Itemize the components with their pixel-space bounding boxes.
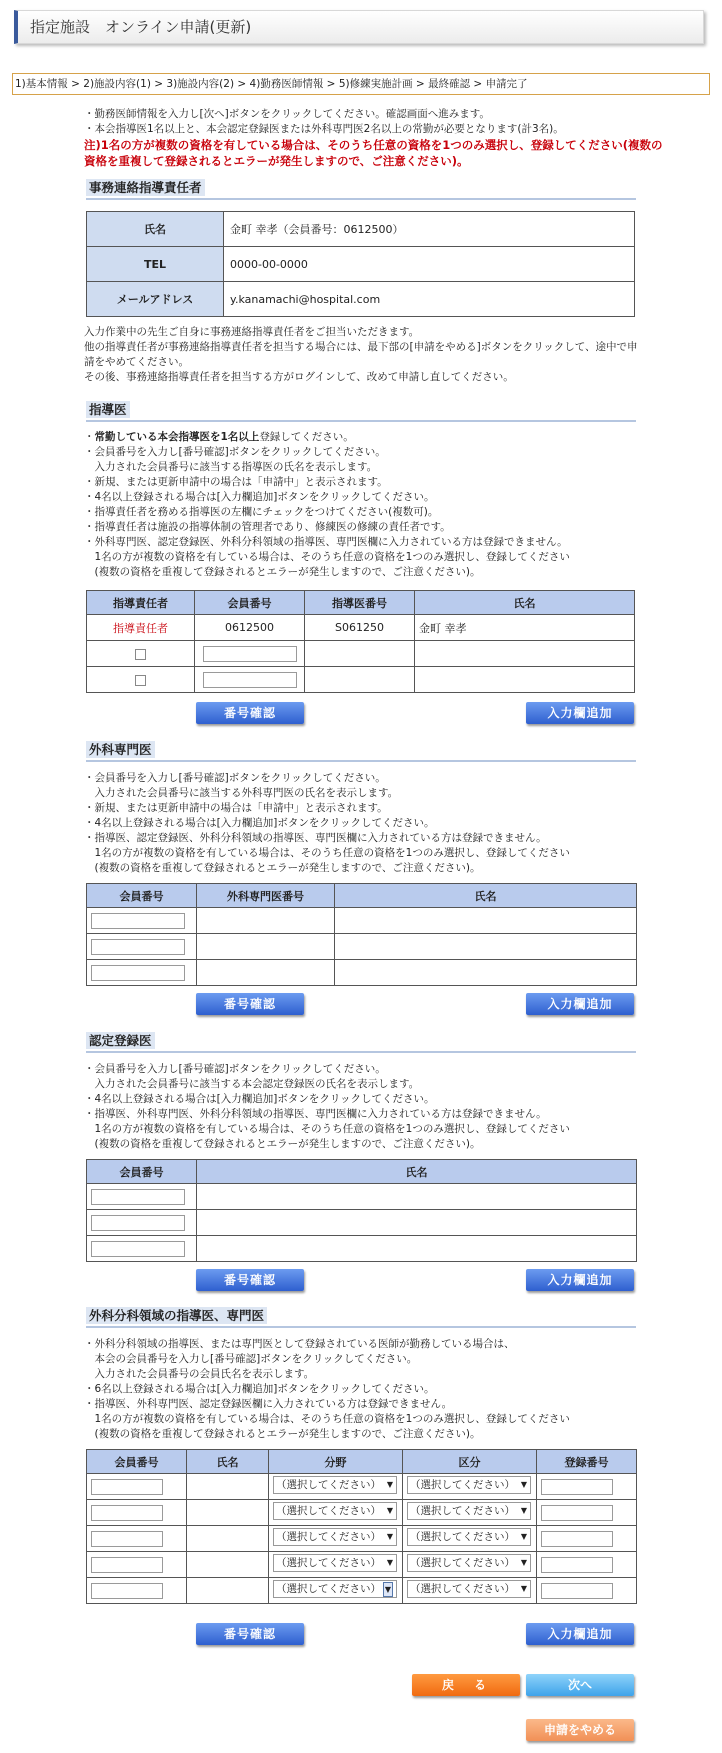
step-4: 4)勤務医師情報 <box>249 78 324 90</box>
shidoui-table-wrap <box>86 590 635 693</box>
contact-row-tel: TEL 0000-00-0000 <box>87 247 635 282</box>
member-number-input[interactable] <box>203 646 297 662</box>
geka-table: 会員番号 外科専門医番号 氏名 <box>86 883 637 986</box>
contact-row-name: 氏名 金町 幸孝（会員番号：0612500） <box>87 212 635 247</box>
leader-checkbox[interactable] <box>135 675 146 686</box>
dropdown-arrow-icon: ▼ <box>386 1532 393 1541</box>
table-row <box>87 1210 637 1236</box>
dropdown-arrow-icon: ▼ <box>386 1480 393 1489</box>
next-button[interactable]: 次へ <box>526 1674 634 1696</box>
shidoui-number: S061250 <box>305 615 415 641</box>
step-confirm: 最終確認 <box>428 78 471 90</box>
step-5: 5)修練実施計画 <box>338 78 413 90</box>
bunka-add-row-button[interactable]: 入力欄追加 <box>526 1623 634 1645</box>
doctor-name: 金町 幸孝 <box>415 615 635 641</box>
contact-table <box>86 211 635 317</box>
field-select[interactable]: （選択してください） ▼ <box>273 1580 397 1598</box>
leader-label: 指導責任者 <box>87 615 195 641</box>
member-number: 0612500 <box>195 615 305 641</box>
nintei-notes: ・会員番号を入力し[番号確認]ボタンをクリックしてください。 入力された会員番号に該当する本会認定登録医の氏名を表示します。 ・4名以上登録される場合は[入力欄追加]ボタンをクリックしてください。 ・指導医、外科専門医、外科分科領域の指導医、専門医欄に入力されている方は登録できません。 1名の方が複数の資格を有している場合は、そのうち任意の資格を1つのみ選択し、登録してください (複数の資格を重複して登録されるとエラーが発生しますので、ご注意ください)。 <box>84 1063 570 1150</box>
table-row <box>87 641 635 667</box>
warning-text: 注)1名の方が複数の資格を有している場合は、そのうち任意の資格を1つのみ選択し、登録してください(複数の資格を重複して登録されるとエラーが発生しますので、ご注意ください)。 <box>84 138 663 168</box>
nintei-table-wrap <box>86 1159 637 1262</box>
member-number-input[interactable] <box>91 1557 163 1573</box>
member-number-input[interactable] <box>91 1583 163 1599</box>
leader-checkbox[interactable] <box>135 649 146 660</box>
page-title: 指定施設 オンライン申請(更新) <box>14 10 704 44</box>
shidoui-heading: 指導医 <box>86 400 636 422</box>
shidoui-notes: ・常勤している本会指導医を1名以上登録してください。 ・会員番号を入力し[番号確認]ボタンをクリックしてください。 入力された会員番号に該当する指導医の氏名を表示します。 ・新規、または更新申請中の場合は「申請中」と表示されます。 ・4名以上登録される場合は[入力欄追加]ボタンをクリックしてください。 ・指導責任者を務める指導医の左欄にチェックをつけてください(複数可)。 ・指導責任者は施設の指導体制の管理者であり、修練医の修練の責任者です。 ・外科専門医、認定登録医、外科分科領域の指導医、専門医欄に入力されている方は登録できません。 1名の方が複数の資格を有している場合は、そのうち任意の資格を1つのみ選択し、登録してください (複数の資格を重複して登録されるとエラーが発生しますので、ご注意ください)。 <box>84 431 570 578</box>
shidoui-confirm-button[interactable]: 番号確認 <box>196 702 304 724</box>
bunka-heading: 外科分科領域の指導医、専門医 <box>86 1306 636 1328</box>
member-number-input[interactable] <box>91 1241 185 1257</box>
registration-number-input[interactable] <box>541 1479 613 1495</box>
nintei-heading: 認定登録医 <box>86 1031 636 1053</box>
table-row <box>87 908 637 934</box>
contact-notes: 入力作業中の先生ご自身に事務連絡指導責任者をご担当いただきます。 他の指導責任者が事務連絡指導責任者を担当する場合には、最下部の[申請をやめる]ボタンをクリックして、途中で申請をやめてください。 その後、事務連絡指導責任者を担当する方がログインして、改めて申請し直してください。 <box>84 326 638 383</box>
intro-notes: ・勤務医師情報を入力し[次へ]ボタンをクリックしてください。確認画面へ進みます。 ・本会指導医1名以上と、本会認定登録医または外科専門医2名以上の常勤が必要となります(計3名)。 注)1名の方が複数の資格を有している場合は、そのうち任意の資格を1つのみ選択し、登録してください(複数の資格を重複して登録されるとエラーが発生しますので、ご注意ください)。 <box>84 108 663 168</box>
member-number-input[interactable] <box>91 1189 185 1205</box>
registration-number-input[interactable] <box>541 1531 613 1547</box>
field-select[interactable]: （選択してください） ▼ <box>273 1528 397 1546</box>
category-select[interactable]: （選択してください） ▼ <box>407 1476 531 1494</box>
registration-number-input[interactable] <box>541 1505 613 1521</box>
geka-heading: 外科専門医 <box>86 740 636 762</box>
dropdown-arrow-icon: ▼ <box>520 1506 527 1515</box>
category-select[interactable]: （選択してください） ▼ <box>407 1528 531 1546</box>
shidoui-add-row-button[interactable]: 入力欄追加 <box>526 702 634 724</box>
category-select[interactable]: （選択してください） ▼ <box>407 1554 531 1572</box>
back-button[interactable]: 戻 る <box>412 1674 520 1696</box>
step-1: 1)基本情報 <box>15 78 68 90</box>
member-number-input[interactable] <box>91 1531 163 1547</box>
nintei-add-row-button[interactable]: 入力欄追加 <box>526 1269 634 1291</box>
geka-confirm-button[interactable]: 番号確認 <box>196 993 304 1015</box>
nintei-table: 会員番号 氏名 <box>86 1159 637 1262</box>
geka-table-wrap <box>86 883 637 986</box>
category-select[interactable]: （選択してください） ▼ <box>407 1502 531 1520</box>
field-select[interactable]: （選択してください） ▼ <box>273 1554 397 1572</box>
bunka-confirm-button[interactable]: 番号確認 <box>196 1623 304 1645</box>
table-row <box>87 934 637 960</box>
geka-notes: ・会員番号を入力し[番号確認]ボタンをクリックしてください。 入力された会員番号に該当する外科専門医の氏名を表示します。 ・新規、または更新申請中の場合は「申請中」と表示されます。 ・4名以上登録される場合は[入力欄追加]ボタンをクリックしてください。 ・指導医、認定登録医、外科分科領域の指導医、専門医欄に入力されている方は登録できません。 1名の方が複数の資格を有している場合は、そのうち任意の資格を1つのみ選択し、登録してください (複数の資格を重複して登録されるとエラーが発生しますので、ご注意ください)。 <box>84 772 570 874</box>
nintei-confirm-button[interactable]: 番号確認 <box>196 1269 304 1291</box>
table-row <box>87 1236 637 1262</box>
member-number-input[interactable] <box>91 939 185 955</box>
member-number-input[interactable] <box>91 965 185 981</box>
member-number-input[interactable] <box>91 913 185 929</box>
dropdown-arrow-icon: ▼ <box>520 1532 527 1541</box>
dropdown-arrow-icon: ▼ <box>386 1506 393 1515</box>
registration-number-input[interactable] <box>541 1583 613 1599</box>
table-row <box>87 615 635 641</box>
member-number-input[interactable] <box>91 1215 185 1231</box>
geka-add-row-button[interactable]: 入力欄追加 <box>526 993 634 1015</box>
bunka-notes: ・外科分科領域の指導医、または専門医として登録されている医師が勤務している場合は、 本会の会員番号を入力し[番号確認]ボタンをクリックしてください。 入力された会員番号の会員氏名を表示します。 ・6名以上登録される場合は[入力欄追加]ボタンをクリックしてください。 ・指導医、外科専門医、認定登録医欄に入力されている方は登録できません。 1名の方が複数の資格を有している場合は、そのうち任意の資格を1つのみ選択し、登録してください (複数の資格を重複して登録されるとエラーが発生しますので、ご注意ください)。 <box>84 1338 570 1440</box>
member-number-input[interactable] <box>91 1479 163 1495</box>
step-complete: 申請完了 <box>485 78 528 90</box>
bunka-table-wrap <box>86 1449 637 1604</box>
dropdown-arrow-icon: ▼ <box>520 1584 527 1593</box>
table-row <box>87 1578 637 1604</box>
cancel-application-button[interactable]: 申請をやめる <box>526 1719 634 1741</box>
field-select[interactable]: （選択してください） ▼ <box>273 1502 397 1520</box>
table-row <box>87 1184 637 1210</box>
registration-number-input[interactable] <box>541 1557 613 1573</box>
table-row <box>87 667 635 693</box>
dropdown-arrow-icon: ▼ <box>520 1480 527 1489</box>
member-number-input[interactable] <box>203 672 297 688</box>
shidoui-table: 指導責任者 会員番号 指導医番号 氏名 指導責任者 0612500 S061250 金町 幸孝 <box>86 590 635 693</box>
category-select[interactable]: （選択してください） ▼ <box>407 1580 531 1598</box>
member-number-input[interactable] <box>91 1505 163 1521</box>
contact-heading: 事務連絡指導責任者 <box>86 178 636 200</box>
step-3: 3)施設内容(2) <box>166 78 235 90</box>
field-select[interactable]: （選択してください） ▼ <box>273 1476 397 1494</box>
dropdown-arrow-icon: ▼ <box>386 1558 393 1567</box>
table-row <box>87 1526 637 1552</box>
step-breadcrumb: 1)基本情報 > 2)施設内容(1) > 3)施設内容(2) > 4)勤務医師情報 > 5)修練実施計画 > 最終確認 > 申請完了 <box>12 73 710 95</box>
dropdown-arrow-icon: ▼ <box>383 1582 393 1597</box>
dropdown-arrow-icon: ▼ <box>520 1558 527 1567</box>
step-2: 2)施設内容(1) <box>83 78 151 90</box>
table-row <box>87 1474 637 1500</box>
table-row <box>87 1552 637 1578</box>
table-row <box>87 960 637 986</box>
contact-table-wrap <box>86 211 635 317</box>
table-row <box>87 1500 637 1526</box>
contact-row-email: メールアドレス y.kanamachi@hospital.com <box>87 282 635 317</box>
bunka-table: 会員番号 氏名 分野 区分 登録番号 （選択してください） ▼ （選択してください） ▼ （選択してください） ▼ （選択してください） ▼ （選択してください） ▼ （選択してください） ▼ （選択してください） ▼ （選択してください） ▼ （選択してください） ▼ （選択してください） ▼ <box>86 1449 637 1604</box>
